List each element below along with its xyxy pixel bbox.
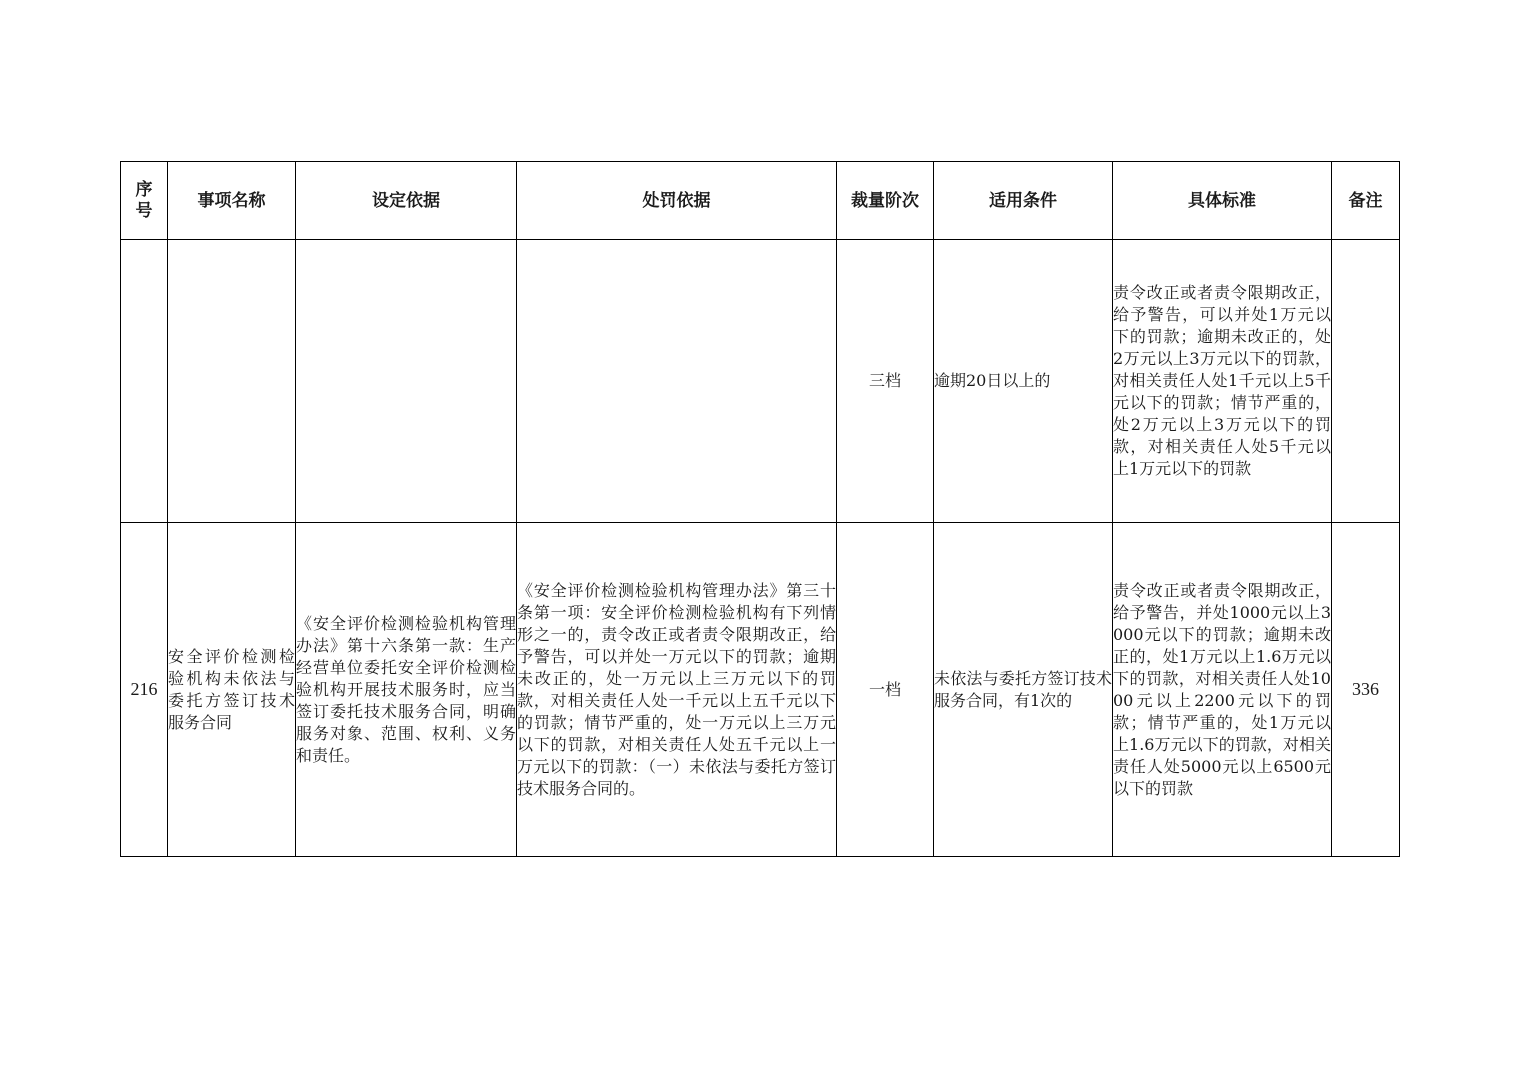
cell-condition: 逾期20日以上的 — [934, 240, 1113, 523]
cell-condition: 未依法与委托方签订技术服务合同，有1次的 — [934, 523, 1113, 857]
table-row — [121, 240, 1400, 523]
cell-basis-penalty: 《安全评价检测检验机构管理办法》第三十条第一项：安全评价检测检验机构有下列情形之一的，责令改正或者责令限期改正，给予警告，可以并处一万元以下的罚款；逾期未改正的，处一万元以上三万元以下的罚款，对相关责任人处一千元以上五千元以下的罚款；情节严重的，处一万元以上三万元以下的罚款，对相关责任人处五千元以上一万元以下的罚款：（一）未依法与委托方签订技术服务合同的。 — [517, 523, 837, 857]
cell-item-name: 安全评价检测检验机构未依法与委托方签订技术服务合同 — [168, 523, 296, 857]
cell-remark: 336 — [1332, 523, 1400, 857]
cell-standard: 责令改正或者责令限期改正，给予警告，可以并处1万元以下的罚款；逾期未改正的，处2万元以上3万元以下的罚款，对相关责任人处1千元以上5千元以下的罚款；情节严重的，处2万元以上3万元以下的罚款，对相关责任人处5千元以上1万元以下的罚款 — [1113, 240, 1332, 523]
header-remark: 备注 — [1332, 162, 1400, 240]
header-standard: 具体标准 — [1113, 162, 1332, 240]
cell-standard: 责令改正或者责令限期改正，给予警告，并处1000元以上3000元以下的罚款；逾期未改正的，处1万元以上1.6万元以下的罚款，对相关责任人处1000元以上2200元以下的罚款；情节严重的，处1万元以上1.6万元以下的罚款，对相关责任人处5000元以上6500元以下的罚款 — [1113, 523, 1332, 857]
penalty-standard-table — [120, 161, 1400, 857]
cell-tier: 三档 — [837, 240, 934, 523]
cell-remark — [1332, 240, 1400, 523]
table-row — [121, 523, 1400, 857]
header-tier: 裁量阶次 — [837, 162, 934, 240]
header-basis-penalty: 处罚依据 — [517, 162, 837, 240]
header-basis-set: 设定依据 — [296, 162, 517, 240]
header-condition: 适用条件 — [934, 162, 1113, 240]
header-row — [121, 162, 1400, 240]
cell-basis-set: 《安全评价检测检验机构管理办法》第十六条第一款：生产经营单位委托安全评价检测检验机构开展技术服务时，应当签订委托技术服务合同，明确服务对象、范围、权利、义务和责任。 — [296, 523, 517, 857]
cell-tier: 一档 — [837, 523, 934, 857]
header-item-name: 事项名称 — [168, 162, 296, 240]
cell-seq: 216 — [121, 523, 168, 857]
header-seq: 序号 — [121, 162, 168, 240]
cell-item-name — [168, 240, 296, 523]
cell-basis-set — [296, 240, 517, 523]
cell-seq — [121, 240, 168, 523]
cell-basis-penalty — [517, 240, 837, 523]
